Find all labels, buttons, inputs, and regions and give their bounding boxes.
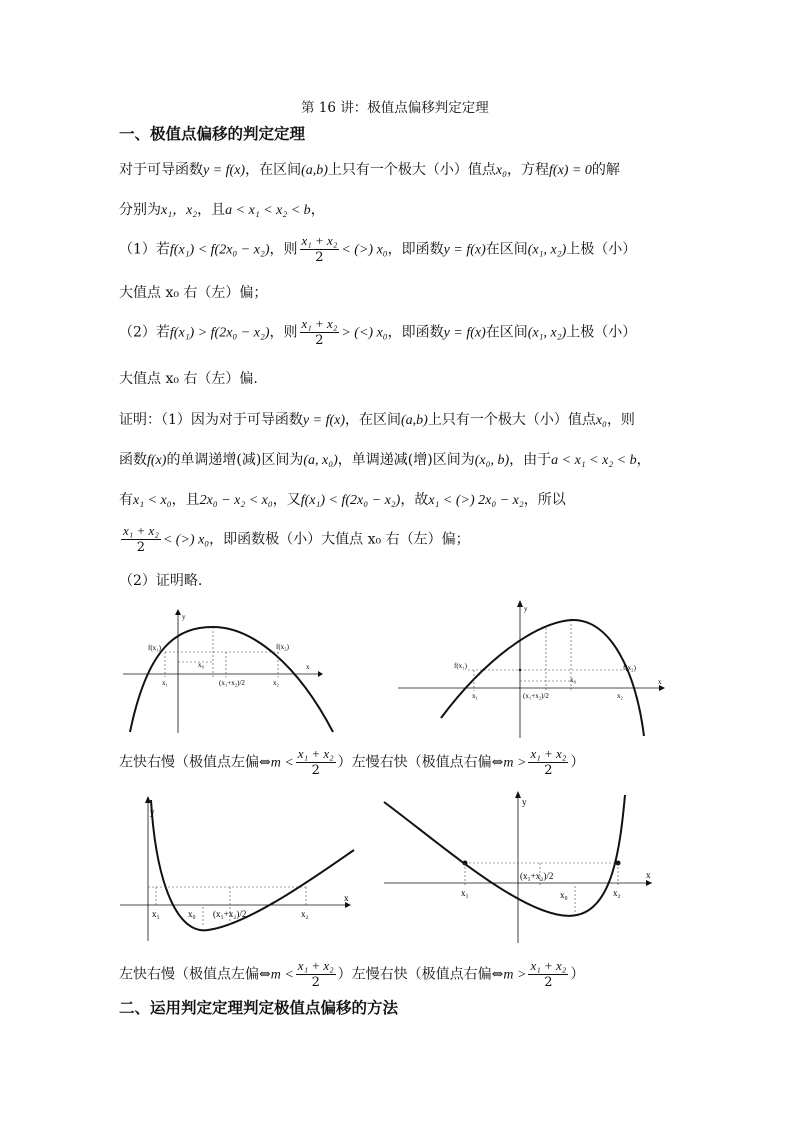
label-x2: x₂ bbox=[617, 692, 623, 700]
label-fx1: f(x₁) bbox=[454, 662, 467, 670]
case-1-tail: 大值点 x₀ 右（左）偏； bbox=[119, 285, 268, 301]
case-2-line: （2）若f(x₁) > f(2x₀ − x₂)，则 $\frac{\text{x₁ + x₂}}{2}$ > (<) x₀，即函数y = f(x)在区间(x₁, x₂)上极（小） bbox=[119, 316, 637, 348]
figure-caption-2: 左快右慢（极值点左偏⇔m < $\frac{\text{x₁ + x₂}}{2}$ ）左慢右快（极值点右偏⇔m > $\frac{\text{x₁ + x₂}}{2}$ ） bbox=[119, 958, 585, 990]
figure-maximum-left-shift bbox=[118, 605, 338, 735]
case-1-line: （1）若f(x₁) < f(2x₀ − x₂)，则 $\frac{\text{x₁ + x₂}}{2}$ < (>) x₀，即函数y = f(x)在区间(x₁, x₂)上极（小） bbox=[119, 233, 637, 265]
fraction-x1-x2-over-2: $\frac{\text{x₁ + x₂}}{2}$ bbox=[301, 316, 338, 348]
case-2-tail: 大值点 x₀ 右（左）偏. bbox=[119, 371, 258, 387]
label-x1: x₁ bbox=[162, 679, 168, 687]
label-x: x bbox=[646, 870, 651, 880]
label-y: y bbox=[522, 797, 527, 807]
label-y: y bbox=[150, 807, 155, 817]
figure-caption-1: 左快右慢（极值点左偏⇔m < $\frac{\text{x₁ + x₂}}{2}$ ）左慢右快（极值点右偏⇔m > $\frac{\text{x₁ + x₂}}{2}$ ） bbox=[119, 746, 585, 778]
label-midpoint: (x₁+x₂)/2 bbox=[213, 909, 247, 919]
proof-line-2: 函数f(x)的单调递增(减)区间为(a, x₀)，单调递减(增)区间为(x₀, b)，由于a < x₁ < x₂ < b， bbox=[119, 452, 651, 468]
label-fx2: f(x₂) bbox=[276, 643, 289, 651]
fraction-x1-x2-over-2: $\frac{\text{x₁ + x₂}}{2}$ bbox=[301, 233, 338, 265]
figure-minimum-left-shift bbox=[118, 795, 363, 945]
label-x: x bbox=[344, 893, 349, 903]
label-x0: x₀ bbox=[570, 676, 576, 684]
proof-line-1: 证明：（1）因为对于可导函数y = f(x)，在区间(a,b)上只有一个极大（小）值点x₀，则 bbox=[119, 412, 635, 428]
label-x2: x₂ bbox=[273, 679, 279, 687]
label-x0: x₀ bbox=[560, 890, 568, 900]
label-x: x bbox=[306, 663, 310, 671]
curve bbox=[151, 800, 354, 930]
label-x: x bbox=[658, 678, 662, 686]
definition-line-2: 分别为x₁，x₂，且a < x₁ < x₂ < b， bbox=[119, 202, 325, 218]
proof-line-4: $\frac{\text{x₁ + x₂}}{2}$ < (>) x₀，即函数极（小）大值点 x₀ 右（左）偏； bbox=[123, 523, 470, 555]
section-1-heading: 一、极值点偏移的判定定理 bbox=[119, 125, 306, 143]
label-x1: x₁ bbox=[461, 888, 469, 898]
label-y: y bbox=[524, 605, 528, 613]
label-x2: x₂ bbox=[301, 909, 309, 919]
figure-maximum-right-shift bbox=[396, 598, 671, 740]
fraction-x1-x2-over-2: $\frac{\text{x₁ + x₂}}{2}$ bbox=[123, 523, 159, 555]
label-midpoint: (x₁+x₂)/2 bbox=[520, 871, 554, 881]
label-x0: x₀ bbox=[198, 661, 204, 669]
definition-line-1: 对于可导函数y = f(x)，在区间(a,b)上只有一个极大（小）值点x₀，方程f(x) = 0的解 bbox=[119, 162, 620, 178]
label-x0: x₀ bbox=[188, 909, 196, 919]
label-midpoint: (x₁+x₂)/2 bbox=[523, 692, 549, 700]
label-x1: x₁ bbox=[152, 909, 160, 919]
lecture-title: 第 16 讲：极值点偏移判定定理 bbox=[301, 100, 489, 116]
figure-minimum-right-shift bbox=[382, 790, 657, 945]
proof-line-3: 有x₁ < x₀，且2x₀ − x₂ < x₀，又f(x₁) < f(2x₀ − x₂)，故x₁ < (>) 2x₀ − x₂，所以 bbox=[119, 492, 566, 508]
label-fx1: f(x₁) bbox=[148, 644, 161, 652]
label-y: y bbox=[182, 613, 186, 621]
label-midpoint: (x₁+x₂)/2 bbox=[219, 679, 245, 687]
curve bbox=[384, 795, 625, 916]
label-x2: x₂ bbox=[613, 888, 621, 898]
label-fx2: f(x₂) bbox=[623, 664, 636, 672]
proof-line-5: （2）证明略. bbox=[119, 573, 203, 589]
label-x1: x₁ bbox=[472, 692, 478, 700]
section-2-heading: 二、运用判定定理判定极值点偏移的方法 bbox=[119, 999, 399, 1017]
curve bbox=[441, 620, 644, 736]
